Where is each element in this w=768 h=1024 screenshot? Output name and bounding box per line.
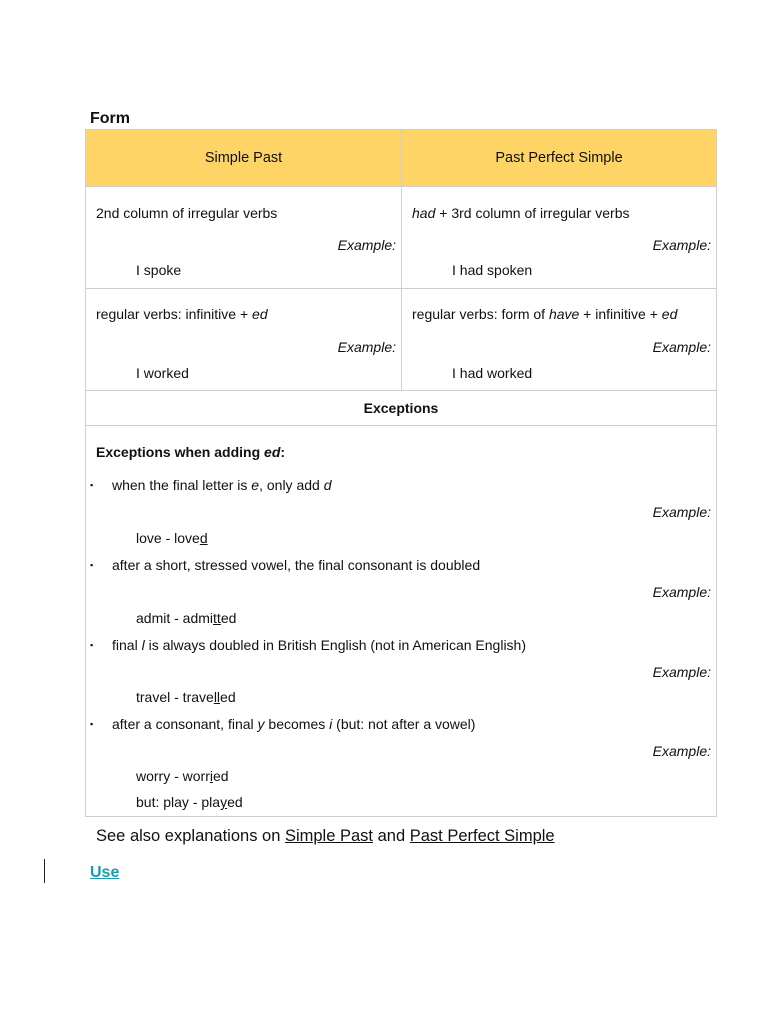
t: (but: not after a vowel) bbox=[332, 716, 476, 732]
see-also-text bbox=[96, 827, 555, 846]
t: y bbox=[220, 794, 228, 810]
text-cursor bbox=[44, 859, 45, 883]
intro-pre: Exceptions when adding bbox=[96, 444, 265, 460]
bullet-icon: ▪ bbox=[90, 719, 94, 729]
t: but: play - pla bbox=[136, 794, 221, 810]
t: ed bbox=[213, 768, 229, 784]
cell-irregular-past-perfect bbox=[401, 187, 716, 288]
t: i bbox=[209, 768, 214, 784]
header-past-perfect-simple: Past Perfect Simple bbox=[401, 130, 716, 186]
rule-4-example-2 bbox=[136, 794, 243, 810]
t: ed bbox=[220, 689, 236, 705]
header-simple-past: Simple Past bbox=[204, 150, 283, 166]
bullet-icon: ▪ bbox=[90, 480, 94, 490]
example-label: Example: bbox=[652, 743, 711, 759]
had-word: had bbox=[412, 205, 436, 221]
t: when the final letter is bbox=[112, 477, 252, 493]
rule-text bbox=[412, 205, 630, 221]
ed-suffix: ed bbox=[661, 306, 678, 322]
t: l bbox=[141, 637, 145, 653]
exceptions-header: Exceptions bbox=[86, 391, 716, 426]
t: d bbox=[323, 477, 332, 493]
t: ll bbox=[213, 689, 221, 705]
t: worry - worr bbox=[136, 768, 210, 784]
simple-past-link[interactable]: Simple Past bbox=[284, 827, 374, 845]
intro-post: : bbox=[280, 444, 286, 460]
bullet-icon: ▪ bbox=[90, 640, 94, 650]
example-text: I had worked bbox=[452, 365, 533, 381]
rule-text-pre: regular verbs: form of bbox=[412, 306, 549, 322]
rule-4-example bbox=[136, 768, 229, 784]
use-heading-link[interactable]: Use bbox=[90, 864, 120, 881]
cell-regular-simple-past bbox=[86, 289, 401, 390]
see-also-pre: See also explanations on bbox=[96, 827, 285, 845]
intro-ed: ed bbox=[264, 444, 281, 460]
rule-text-rest: + 3rd column of irregular verbs bbox=[435, 205, 630, 221]
t: admit - admi bbox=[136, 610, 214, 626]
t: becomes bbox=[264, 716, 330, 732]
exceptions-intro bbox=[96, 444, 285, 460]
t: final bbox=[112, 637, 142, 653]
table-row-regular bbox=[86, 289, 716, 391]
see-also-mid: and bbox=[373, 827, 410, 845]
example-label: Example: bbox=[652, 664, 711, 680]
t: y bbox=[257, 716, 265, 732]
t: i bbox=[329, 716, 333, 732]
rule-text bbox=[96, 306, 268, 322]
have-word: have bbox=[548, 306, 580, 322]
rule-1-text bbox=[112, 477, 332, 493]
cell-irregular-simple-past bbox=[86, 187, 401, 288]
cell-regular-past-perfect bbox=[401, 289, 716, 390]
t: ed bbox=[220, 610, 237, 626]
bullet-icon: ▪ bbox=[90, 560, 94, 570]
rule-3-example bbox=[136, 689, 236, 705]
rule-4-text bbox=[112, 716, 475, 732]
t: after a consonant, final bbox=[112, 716, 258, 732]
t: love - love bbox=[136, 530, 200, 546]
table-row-irregular bbox=[86, 187, 716, 289]
rule-2-example bbox=[136, 610, 236, 626]
rule-3-text bbox=[112, 637, 526, 653]
example-label: Example: bbox=[337, 339, 396, 355]
ed-suffix: ed bbox=[252, 306, 268, 322]
rule-text-mid: + infinitive + bbox=[579, 306, 662, 322]
rule-text-pre: regular verbs: infinitive + bbox=[96, 306, 253, 322]
rule-2-text: after a short, stressed vowel, the final consonant is doubled bbox=[112, 557, 481, 573]
example-text: I worked bbox=[136, 365, 189, 381]
t: is always doubled in British English (not in American English) bbox=[144, 637, 526, 653]
example-label: Example: bbox=[652, 339, 711, 355]
t: tt bbox=[213, 610, 221, 626]
example-text: I had spoken bbox=[452, 262, 533, 278]
example-text: I spoke bbox=[136, 262, 182, 278]
t: e bbox=[251, 477, 260, 493]
rule-text: 2nd column of irregular verbs bbox=[96, 205, 278, 221]
table-header-row bbox=[86, 130, 716, 187]
example-label: Example: bbox=[652, 584, 711, 600]
example-label: Example: bbox=[652, 237, 711, 253]
rule-1-example bbox=[136, 530, 208, 546]
example-label: Example: bbox=[652, 504, 711, 520]
grammar-table bbox=[85, 129, 717, 817]
example-label: Example: bbox=[337, 237, 396, 253]
t: travel - trave bbox=[136, 689, 214, 705]
t: , only add bbox=[259, 477, 324, 493]
exceptions-body bbox=[86, 426, 716, 816]
rule-text bbox=[412, 306, 677, 322]
section-title-form: Form bbox=[90, 110, 130, 127]
past-perfect-simple-link[interactable]: Past Perfect Simple bbox=[409, 827, 555, 845]
t: d bbox=[199, 530, 208, 546]
t: ed bbox=[227, 794, 243, 810]
